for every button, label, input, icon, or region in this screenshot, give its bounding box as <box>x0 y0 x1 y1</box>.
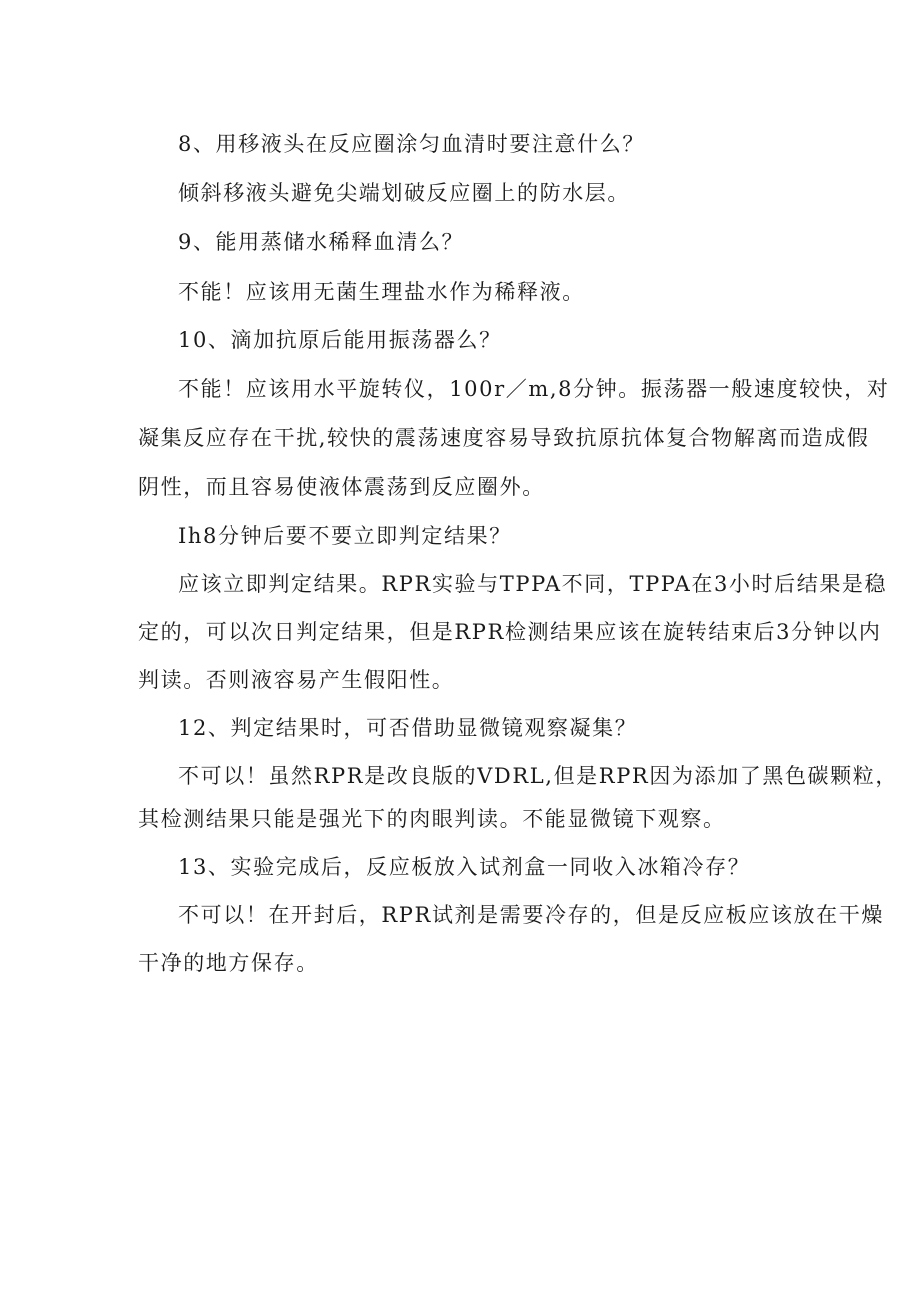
answer-11-line-1: 应该立即判定结果。RPR实验与TPPA不同，TPPA在3小时后结果是稳 <box>178 572 888 596</box>
question-8: 8、用移液头在反应圈涂匀血清时要注意什么？ <box>178 132 645 156</box>
question-9: 9、能用蒸储水稀释血清么？ <box>178 230 465 254</box>
answer-10-line-1: 不能！应该用水平旋转仪，100r／m,8分钟。振荡器一般速度较快，对 <box>178 377 890 401</box>
question-13: 13、实验完成后，反应板放入试剂盒一同收入冰箱冷存？ <box>178 855 751 879</box>
answer-11-line-3: 判读。否则液容易产生假阳性。 <box>138 668 455 692</box>
answer-9: 不能！应该用无菌生理盐水作为稀释液。 <box>178 280 585 304</box>
answer-13-line-1: 不可以！在开封后，RPR试剂是需要冷存的，但是反应板应该放在干燥 <box>178 903 884 927</box>
question-10: 10、滴加抗原后能用振荡器么？ <box>178 328 502 352</box>
answer-11-line-2: 定的，可以次日判定结果，但是RPR检测结果应该在旋转结束后3分钟以内 <box>138 620 882 644</box>
answer-12-line-2: 其检测结果只能是强光下的肉眼判读。不能显微镜下观察。 <box>138 807 726 831</box>
question-11: Ih8分钟后要不要立即判定结果？ <box>178 524 512 548</box>
answer-10-line-2: 凝集反应存在干扰,较快的震荡速度容易导致抗原抗体复合物解离而造成假 <box>138 426 870 450</box>
answer-12-line-1: 不可以！虽然RPR是改良版的VDRL,但是RPR因为添加了黑色碳颗粒， <box>178 764 898 788</box>
answer-8: 倾斜移液头避免尖端划破反应圈上的防水层。 <box>178 181 630 205</box>
question-12: 12、判定结果时，可否借助显微镜观察凝集？ <box>178 716 638 740</box>
answer-10-line-3: 阴性，而且容易使液体震荡到反应圈外。 <box>138 475 545 499</box>
answer-13-line-2: 干净的地方保存。 <box>138 951 319 975</box>
